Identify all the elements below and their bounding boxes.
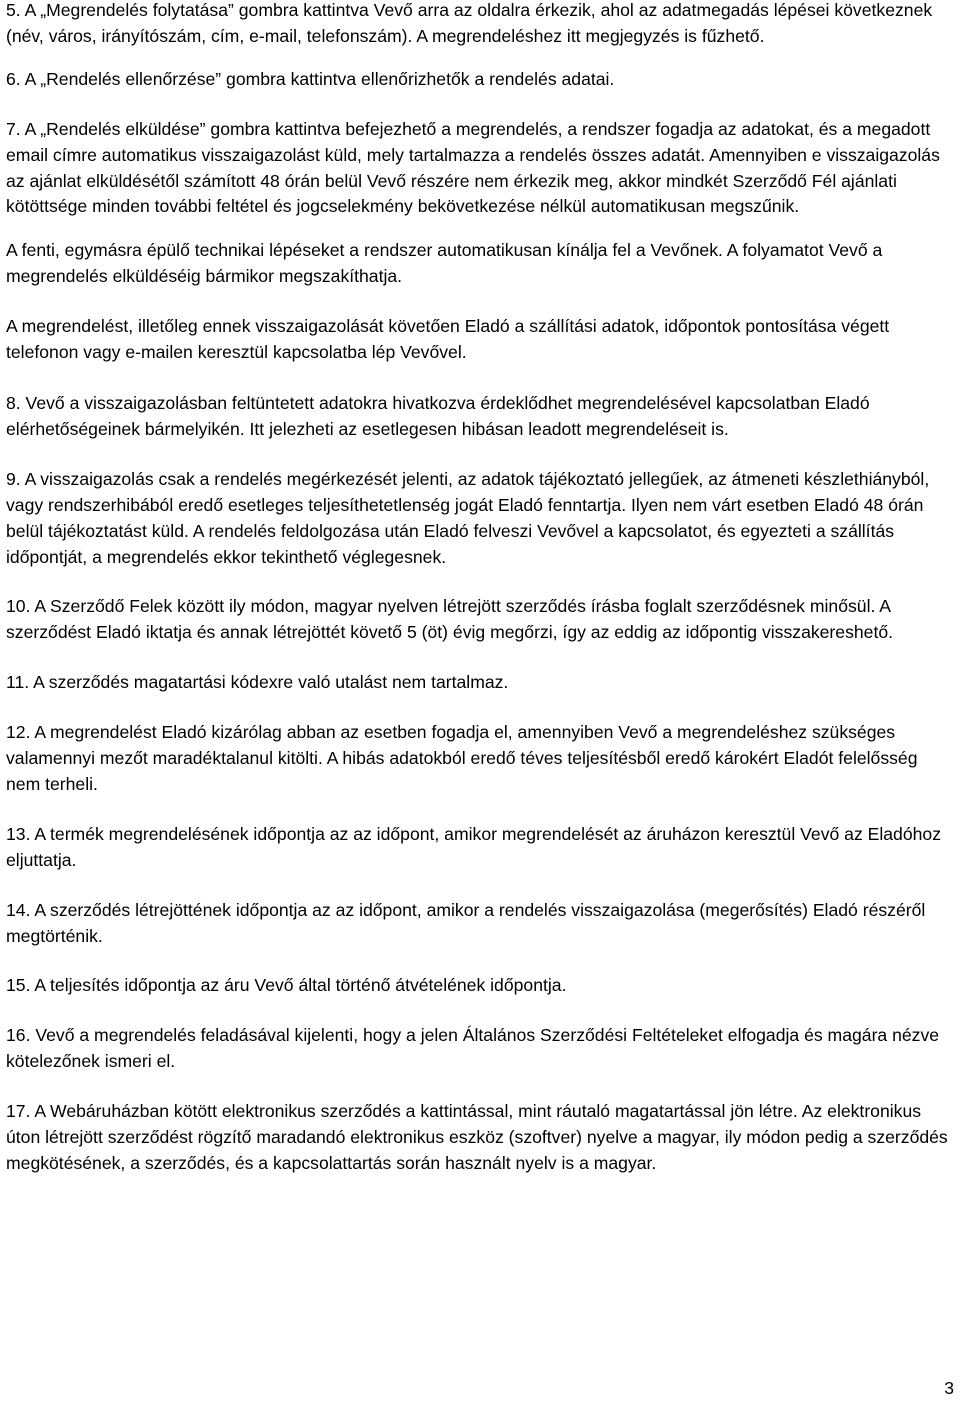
paragraph-item-11: 11. A szerződés magatartási kódexre való utalást nem tartalmaz. [6, 672, 509, 693]
paragraph-item-14: 14. A szerződés létrejöttének időpontja az az időpont, amikor a rendelés visszaigazolása (megerősítés) Eladó részéről megtörténik. [6, 899, 926, 946]
paragraph-item-6: 6. A „Rendelés ellenőrzése” gombra kattintva ellenőrizhetők a rendelés adatai. [6, 68, 615, 89]
paragraph-vevo-steps: A fenti, egymásra épülő technikai lépéseket a rendszer automatikusan kínálja fel a Vevőnek. A folyamatot Vevő a megrendelés elküldéséig bármikor megszakíthatja. [6, 240, 883, 287]
paragraph-item-16: 16. Vevő a megrendelés feladásával kijelenti, hogy a jelen Általános Szerződési Feltételeket elfogadja és magára nézve kötelezőnek ismeri el. [6, 1025, 940, 1072]
paragraph-item-9: 9. A visszaigazolás csak a rendelés megérkezését jelenti, az adatok tájékoztató jellegűek, az átmeneti készlethiányból, vagy rendszerhibából eredő esetleges teljesíthetetlenség jogát Eladó fenntartja. Ilyen nem várt esetben Eladó 48 órán belül tájékoztatást küld. A rendelés feldolgozása után Eladó felveszi Vevővel a kapcsolatot, és egyezteti a szállítás időpontját, a megrendelés ekkor tekinthető véglegesnek. [6, 468, 930, 567]
paragraph-item-5: 5. A „Megrendelés folytatása” gombra kattintva Vevő arra az oldalra érkezik, ahol az adatmegadás lépései következnek (név, város, irányítószám, cím, e-mail, telefonszám). A megrendeléshez itt megjegyzés is fűzhető. [6, 0, 933, 46]
paragraph-item-15: 15. A teljesítés időpontja az áru Vevő által történő átvételének időpontja. [6, 975, 567, 996]
paragraph-item-10: 10. A Szerződő Felek között ily módon, magyar nyelven létrejött szerződés írásba foglalt szerződésnek minősül. A szerződést Eladó iktatja és annak létrejöttét követő 5 (öt) évig megőrzi, így az eddig az időpontig visszakereshető. [6, 596, 894, 643]
paragraph-contact: A megrendelést, illetőleg ennek visszaigazolását követően Eladó a szállítási adatok, időpontok pontosítása végett telefonon vagy e-mailen keresztül kapcsolatba lép Vevővel. [6, 316, 890, 363]
document-body [6, 0, 956, 1177]
paragraph-item-7: 7. A „Rendelés elküldése” gombra kattintva befejezhető a megrendelés, a rendszer fogadja az adatokat, és a megadott email címre automatikus visszaigazolást küld, mely tartalmazza a rendelés összes adatát. Amennyiben e visszaigazolás az ajánlat elküldésétől számított 48 órán belül Vevő részére nem érkezik meg, akkor mindkét Szerződő Fél ajánlati kötöttsége minden további feltétel és jogcselekmény bekövetkezése nélkül automatikusan megszűnik. [6, 118, 940, 217]
paragraph-item-17: 17. A Webáruházban kötött elektronikus szerződés a kattintással, mint ráutaló magatartással jön létre. Az elektronikus úton létrejött szerződést rögzítő maradandó elektronikus eszköz (szoftver) nyelve a magyar, ily módon pedig a szerződés megkötésének, a szerződés, és a kapcsolattartás során használt nyelv is a magyar. [6, 1101, 948, 1173]
paragraph-item-8: 8. Vevő a visszaigazolásban feltüntetett adatokra hivatkozva érdeklődhet megrendelésével kapcsolatban Eladó elérhetőségeinek bármelyikén. Itt jelezheti az esetlegesen hibásan leadott megrendeléseit is. [6, 392, 870, 439]
page-number: 3 [944, 1378, 954, 1398]
paragraph-item-13: 13. A termék megrendelésének időpontja az az időpont, amikor megrendelését az áruházon keresztül Vevő az Eladóhoz eljuttatja. [6, 823, 941, 870]
paragraph-item-12: 12. A megrendelést Eladó kizárólag abban az esetben fogadja el, amennyiben Vevő a megrendeléshez szükséges valamennyi mezőt maradéktalanul kitölti. A hibás adatokból eredő téves teljesítésből eredő károkért Eladót felelősség nem terheli. [6, 722, 918, 794]
